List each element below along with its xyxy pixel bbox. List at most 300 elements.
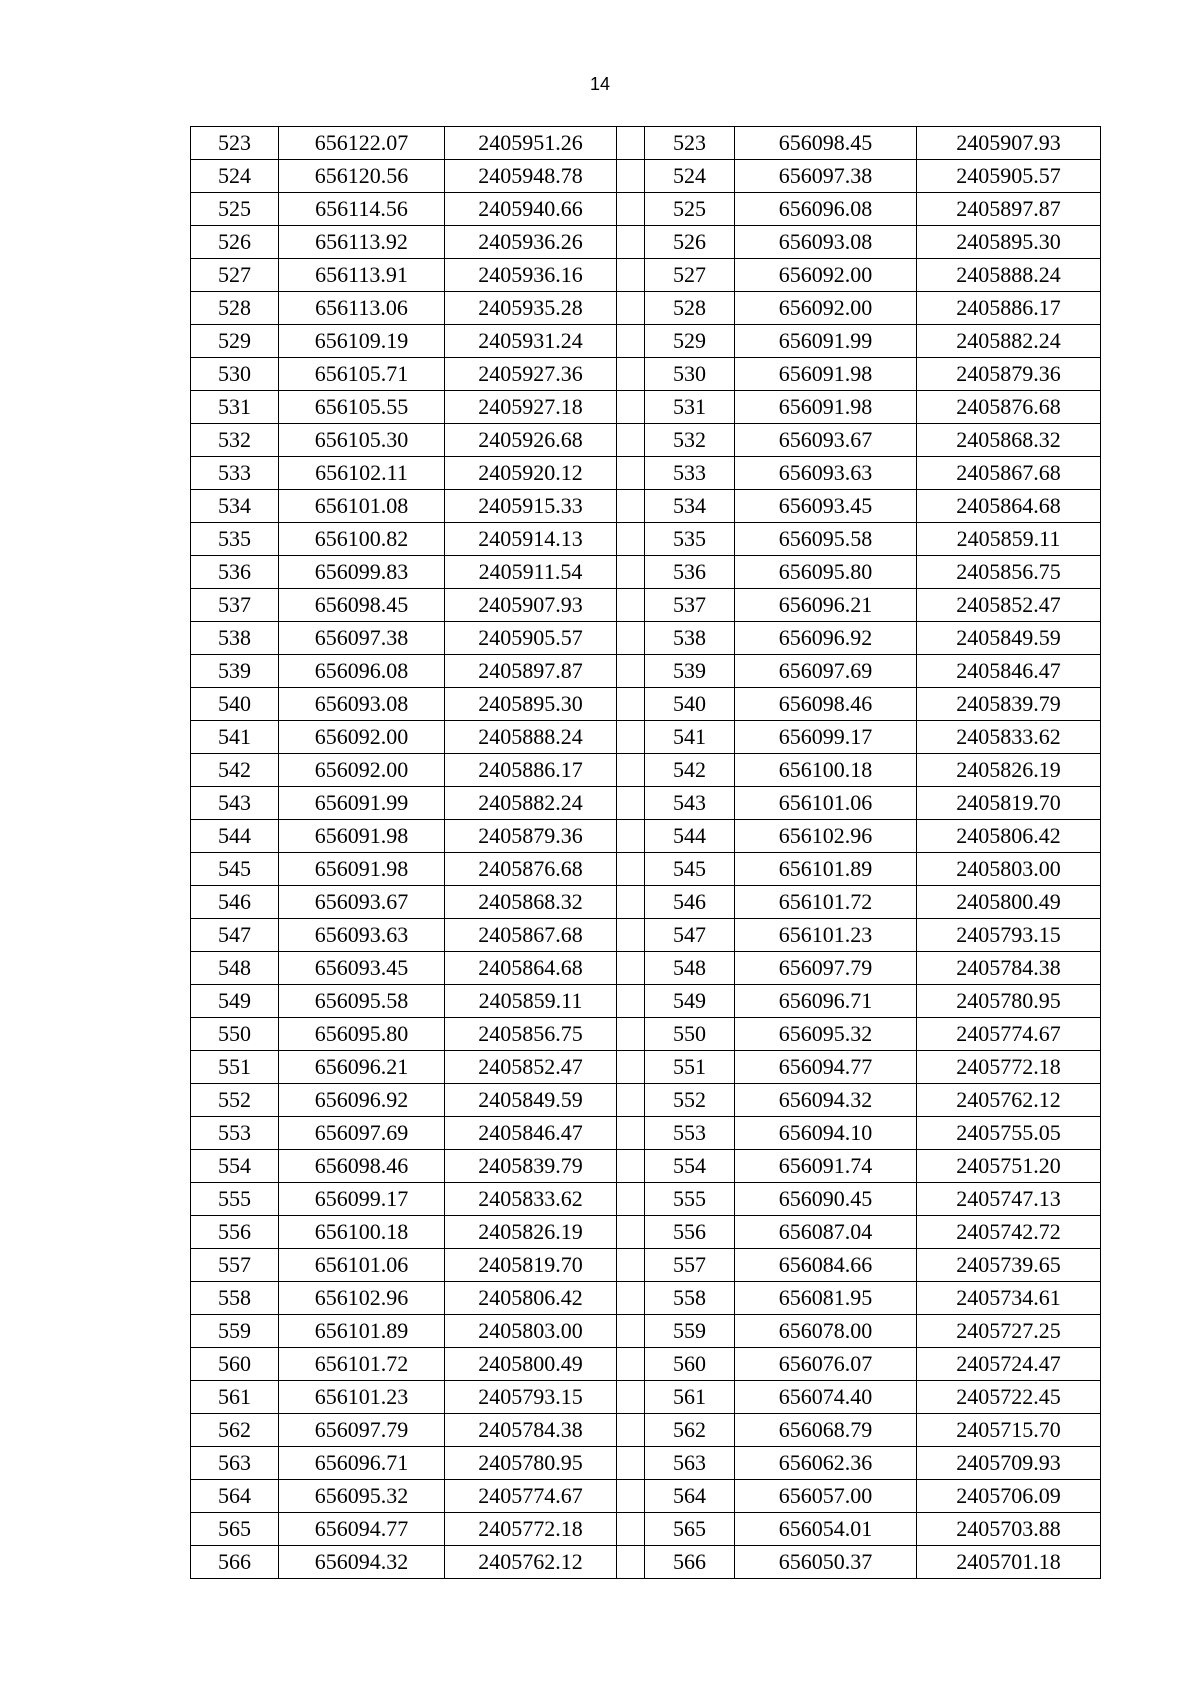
table-row xyxy=(191,325,1101,358)
left-y-coordinate: 2405905.57 xyxy=(445,622,617,655)
table-row xyxy=(191,820,1101,853)
right-x-coordinate: 656093.45 xyxy=(735,490,917,523)
right-point-id: 534 xyxy=(645,490,735,523)
right-y-coordinate: 2405806.42 xyxy=(917,820,1101,853)
separator-cell xyxy=(617,523,645,556)
right-point-id: 554 xyxy=(645,1150,735,1183)
table-row xyxy=(191,1084,1101,1117)
right-point-id: 551 xyxy=(645,1051,735,1084)
left-y-coordinate: 2405882.24 xyxy=(445,787,617,820)
table-row xyxy=(191,226,1101,259)
left-point-id: 555 xyxy=(191,1183,279,1216)
table-row xyxy=(191,1183,1101,1216)
left-point-id: 523 xyxy=(191,127,279,160)
table-row xyxy=(191,688,1101,721)
right-point-id: 529 xyxy=(645,325,735,358)
separator-cell xyxy=(617,1249,645,1282)
left-x-coordinate: 656113.91 xyxy=(279,259,445,292)
table-row xyxy=(191,259,1101,292)
right-x-coordinate: 656102.96 xyxy=(735,820,917,853)
right-x-coordinate: 656101.89 xyxy=(735,853,917,886)
left-x-coordinate: 656101.72 xyxy=(279,1348,445,1381)
left-point-id: 528 xyxy=(191,292,279,325)
right-x-coordinate: 656098.45 xyxy=(735,127,917,160)
separator-cell xyxy=(617,1480,645,1513)
separator-cell xyxy=(617,820,645,853)
right-x-coordinate: 656091.99 xyxy=(735,325,917,358)
right-x-coordinate: 656097.69 xyxy=(735,655,917,688)
right-point-id: 542 xyxy=(645,754,735,787)
right-x-coordinate: 656078.00 xyxy=(735,1315,917,1348)
left-x-coordinate: 656101.06 xyxy=(279,1249,445,1282)
left-point-id: 544 xyxy=(191,820,279,853)
right-x-coordinate: 656062.36 xyxy=(735,1447,917,1480)
left-x-coordinate: 656105.71 xyxy=(279,358,445,391)
left-x-coordinate: 656096.92 xyxy=(279,1084,445,1117)
table-row xyxy=(191,721,1101,754)
right-y-coordinate: 2405907.93 xyxy=(917,127,1101,160)
right-y-coordinate: 2405819.70 xyxy=(917,787,1101,820)
table-row xyxy=(191,1546,1101,1579)
right-point-id: 550 xyxy=(645,1018,735,1051)
table-row xyxy=(191,160,1101,193)
separator-cell xyxy=(617,1414,645,1447)
table-row xyxy=(191,193,1101,226)
right-point-id: 563 xyxy=(645,1447,735,1480)
left-y-coordinate: 2405849.59 xyxy=(445,1084,617,1117)
right-x-coordinate: 656101.06 xyxy=(735,787,917,820)
left-y-coordinate: 2405886.17 xyxy=(445,754,617,787)
separator-cell xyxy=(617,556,645,589)
table-row xyxy=(191,1117,1101,1150)
right-point-id: 565 xyxy=(645,1513,735,1546)
right-y-coordinate: 2405747.13 xyxy=(917,1183,1101,1216)
right-y-coordinate: 2405703.88 xyxy=(917,1513,1101,1546)
left-point-id: 546 xyxy=(191,886,279,919)
right-y-coordinate: 2405780.95 xyxy=(917,985,1101,1018)
left-x-coordinate: 656094.32 xyxy=(279,1546,445,1579)
left-x-coordinate: 656122.07 xyxy=(279,127,445,160)
right-point-id: 556 xyxy=(645,1216,735,1249)
right-y-coordinate: 2405876.68 xyxy=(917,391,1101,424)
right-y-coordinate: 2405706.09 xyxy=(917,1480,1101,1513)
table-row xyxy=(191,1348,1101,1381)
left-point-id: 527 xyxy=(191,259,279,292)
right-point-id: 545 xyxy=(645,853,735,886)
left-x-coordinate: 656096.21 xyxy=(279,1051,445,1084)
right-y-coordinate: 2405833.62 xyxy=(917,721,1101,754)
separator-cell xyxy=(617,919,645,952)
left-y-coordinate: 2405895.30 xyxy=(445,688,617,721)
right-point-id: 528 xyxy=(645,292,735,325)
table-row xyxy=(191,985,1101,1018)
left-point-id: 526 xyxy=(191,226,279,259)
right-x-coordinate: 656091.98 xyxy=(735,358,917,391)
right-point-id: 546 xyxy=(645,886,735,919)
right-y-coordinate: 2405774.67 xyxy=(917,1018,1101,1051)
table-row xyxy=(191,952,1101,985)
table-row xyxy=(191,457,1101,490)
left-x-coordinate: 656091.98 xyxy=(279,820,445,853)
table-row xyxy=(191,1282,1101,1315)
right-y-coordinate: 2405709.93 xyxy=(917,1447,1101,1480)
right-x-coordinate: 656074.40 xyxy=(735,1381,917,1414)
left-point-id: 535 xyxy=(191,523,279,556)
left-point-id: 532 xyxy=(191,424,279,457)
left-y-coordinate: 2405914.13 xyxy=(445,523,617,556)
left-y-coordinate: 2405793.15 xyxy=(445,1381,617,1414)
left-y-coordinate: 2405762.12 xyxy=(445,1546,617,1579)
left-x-coordinate: 656095.80 xyxy=(279,1018,445,1051)
right-point-id: 538 xyxy=(645,622,735,655)
left-point-id: 548 xyxy=(191,952,279,985)
right-y-coordinate: 2405882.24 xyxy=(917,325,1101,358)
separator-cell xyxy=(617,853,645,886)
left-y-coordinate: 2405859.11 xyxy=(445,985,617,1018)
right-x-coordinate: 656097.38 xyxy=(735,160,917,193)
table-row xyxy=(191,1414,1101,1447)
right-x-coordinate: 656050.37 xyxy=(735,1546,917,1579)
right-x-coordinate: 656092.00 xyxy=(735,292,917,325)
right-y-coordinate: 2405864.68 xyxy=(917,490,1101,523)
separator-cell xyxy=(617,655,645,688)
left-x-coordinate: 656094.77 xyxy=(279,1513,445,1546)
right-point-id: 527 xyxy=(645,259,735,292)
right-y-coordinate: 2405852.47 xyxy=(917,589,1101,622)
left-y-coordinate: 2405780.95 xyxy=(445,1447,617,1480)
right-y-coordinate: 2405715.70 xyxy=(917,1414,1101,1447)
left-x-coordinate: 656093.08 xyxy=(279,688,445,721)
separator-cell xyxy=(617,226,645,259)
right-x-coordinate: 656091.74 xyxy=(735,1150,917,1183)
left-y-coordinate: 2405819.70 xyxy=(445,1249,617,1282)
right-y-coordinate: 2405751.20 xyxy=(917,1150,1101,1183)
right-point-id: 524 xyxy=(645,160,735,193)
left-point-id: 541 xyxy=(191,721,279,754)
separator-cell xyxy=(617,259,645,292)
left-point-id: 560 xyxy=(191,1348,279,1381)
separator-cell xyxy=(617,1546,645,1579)
right-point-id: 533 xyxy=(645,457,735,490)
right-point-id: 530 xyxy=(645,358,735,391)
left-y-coordinate: 2405931.24 xyxy=(445,325,617,358)
left-x-coordinate: 656105.55 xyxy=(279,391,445,424)
right-point-id: 540 xyxy=(645,688,735,721)
left-x-coordinate: 656092.00 xyxy=(279,721,445,754)
left-x-coordinate: 656100.82 xyxy=(279,523,445,556)
right-y-coordinate: 2405886.17 xyxy=(917,292,1101,325)
left-y-coordinate: 2405772.18 xyxy=(445,1513,617,1546)
left-point-id: 556 xyxy=(191,1216,279,1249)
left-point-id: 564 xyxy=(191,1480,279,1513)
separator-cell xyxy=(617,1150,645,1183)
right-point-id: 525 xyxy=(645,193,735,226)
separator-cell xyxy=(617,1117,645,1150)
left-y-coordinate: 2405774.67 xyxy=(445,1480,617,1513)
right-x-coordinate: 656096.71 xyxy=(735,985,917,1018)
left-y-coordinate: 2405920.12 xyxy=(445,457,617,490)
right-x-coordinate: 656090.45 xyxy=(735,1183,917,1216)
right-x-coordinate: 656057.00 xyxy=(735,1480,917,1513)
right-y-coordinate: 2405849.59 xyxy=(917,622,1101,655)
left-y-coordinate: 2405856.75 xyxy=(445,1018,617,1051)
separator-cell xyxy=(617,688,645,721)
right-point-id: 555 xyxy=(645,1183,735,1216)
left-point-id: 550 xyxy=(191,1018,279,1051)
table-row xyxy=(191,556,1101,589)
left-x-coordinate: 656096.71 xyxy=(279,1447,445,1480)
right-point-id: 541 xyxy=(645,721,735,754)
right-x-coordinate: 656076.07 xyxy=(735,1348,917,1381)
separator-cell xyxy=(617,1018,645,1051)
right-point-id: 543 xyxy=(645,787,735,820)
right-x-coordinate: 656095.58 xyxy=(735,523,917,556)
right-x-coordinate: 656084.66 xyxy=(735,1249,917,1282)
right-point-id: 548 xyxy=(645,952,735,985)
table-row xyxy=(191,853,1101,886)
table-row xyxy=(191,589,1101,622)
left-point-id: 557 xyxy=(191,1249,279,1282)
right-point-id: 566 xyxy=(645,1546,735,1579)
separator-cell xyxy=(617,754,645,787)
right-y-coordinate: 2405868.32 xyxy=(917,424,1101,457)
right-x-coordinate: 656094.10 xyxy=(735,1117,917,1150)
separator-cell xyxy=(617,787,645,820)
left-y-coordinate: 2405888.24 xyxy=(445,721,617,754)
left-point-id: 562 xyxy=(191,1414,279,1447)
left-y-coordinate: 2405897.87 xyxy=(445,655,617,688)
right-point-id: 539 xyxy=(645,655,735,688)
right-point-id: 544 xyxy=(645,820,735,853)
left-x-coordinate: 656101.08 xyxy=(279,490,445,523)
right-point-id: 558 xyxy=(645,1282,735,1315)
right-y-coordinate: 2405879.36 xyxy=(917,358,1101,391)
left-point-id: 566 xyxy=(191,1546,279,1579)
right-y-coordinate: 2405722.45 xyxy=(917,1381,1101,1414)
separator-cell xyxy=(617,1216,645,1249)
right-y-coordinate: 2405803.00 xyxy=(917,853,1101,886)
left-y-coordinate: 2405784.38 xyxy=(445,1414,617,1447)
right-y-coordinate: 2405755.05 xyxy=(917,1117,1101,1150)
separator-cell xyxy=(617,886,645,919)
separator-cell xyxy=(617,985,645,1018)
left-point-id: 552 xyxy=(191,1084,279,1117)
right-x-coordinate: 656095.32 xyxy=(735,1018,917,1051)
left-point-id: 563 xyxy=(191,1447,279,1480)
left-x-coordinate: 656120.56 xyxy=(279,160,445,193)
left-point-id: 529 xyxy=(191,325,279,358)
left-y-coordinate: 2405940.66 xyxy=(445,193,617,226)
right-point-id: 549 xyxy=(645,985,735,1018)
table-row xyxy=(191,754,1101,787)
right-point-id: 564 xyxy=(645,1480,735,1513)
right-x-coordinate: 656098.46 xyxy=(735,688,917,721)
right-point-id: 561 xyxy=(645,1381,735,1414)
left-y-coordinate: 2405907.93 xyxy=(445,589,617,622)
table-row xyxy=(191,1051,1101,1084)
table-row xyxy=(191,424,1101,457)
right-y-coordinate: 2405839.79 xyxy=(917,688,1101,721)
left-point-id: 539 xyxy=(191,655,279,688)
left-point-id: 536 xyxy=(191,556,279,589)
left-point-id: 549 xyxy=(191,985,279,1018)
left-x-coordinate: 656101.89 xyxy=(279,1315,445,1348)
separator-cell xyxy=(617,1315,645,1348)
right-x-coordinate: 656097.79 xyxy=(735,952,917,985)
table-row xyxy=(191,655,1101,688)
right-x-coordinate: 656096.08 xyxy=(735,193,917,226)
separator-cell xyxy=(617,622,645,655)
left-point-id: 565 xyxy=(191,1513,279,1546)
right-x-coordinate: 656081.95 xyxy=(735,1282,917,1315)
right-y-coordinate: 2405895.30 xyxy=(917,226,1101,259)
right-x-coordinate: 656093.67 xyxy=(735,424,917,457)
left-y-coordinate: 2405846.47 xyxy=(445,1117,617,1150)
separator-cell xyxy=(617,457,645,490)
left-y-coordinate: 2405876.68 xyxy=(445,853,617,886)
left-x-coordinate: 656109.19 xyxy=(279,325,445,358)
right-y-coordinate: 2405739.65 xyxy=(917,1249,1101,1282)
left-y-coordinate: 2405926.68 xyxy=(445,424,617,457)
separator-cell xyxy=(617,1513,645,1546)
left-point-id: 533 xyxy=(191,457,279,490)
left-x-coordinate: 656114.56 xyxy=(279,193,445,226)
right-x-coordinate: 656101.72 xyxy=(735,886,917,919)
coordinates-table xyxy=(190,126,1101,1579)
right-x-coordinate: 656094.77 xyxy=(735,1051,917,1084)
right-x-coordinate: 656093.63 xyxy=(735,457,917,490)
right-y-coordinate: 2405742.72 xyxy=(917,1216,1101,1249)
right-y-coordinate: 2405826.19 xyxy=(917,754,1101,787)
right-point-id: 526 xyxy=(645,226,735,259)
table-row xyxy=(191,1381,1101,1414)
right-point-id: 562 xyxy=(645,1414,735,1447)
table-row xyxy=(191,1480,1101,1513)
left-y-coordinate: 2405826.19 xyxy=(445,1216,617,1249)
left-point-id: 547 xyxy=(191,919,279,952)
left-x-coordinate: 656093.45 xyxy=(279,952,445,985)
left-y-coordinate: 2405879.36 xyxy=(445,820,617,853)
right-x-coordinate: 656099.17 xyxy=(735,721,917,754)
table-row xyxy=(191,1447,1101,1480)
separator-cell xyxy=(617,490,645,523)
right-point-id: 557 xyxy=(645,1249,735,1282)
separator-cell xyxy=(617,952,645,985)
right-point-id: 559 xyxy=(645,1315,735,1348)
right-y-coordinate: 2405762.12 xyxy=(917,1084,1101,1117)
table-row xyxy=(191,358,1101,391)
table-row xyxy=(191,787,1101,820)
separator-cell xyxy=(617,721,645,754)
right-y-coordinate: 2405859.11 xyxy=(917,523,1101,556)
separator-cell xyxy=(617,424,645,457)
separator-cell xyxy=(617,325,645,358)
left-y-coordinate: 2405927.36 xyxy=(445,358,617,391)
left-point-id: 531 xyxy=(191,391,279,424)
table-row xyxy=(191,1315,1101,1348)
left-point-id: 525 xyxy=(191,193,279,226)
left-x-coordinate: 656102.96 xyxy=(279,1282,445,1315)
left-x-coordinate: 656100.18 xyxy=(279,1216,445,1249)
separator-cell xyxy=(617,160,645,193)
left-y-coordinate: 2405951.26 xyxy=(445,127,617,160)
table-row xyxy=(191,1513,1101,1546)
right-x-coordinate: 656091.98 xyxy=(735,391,917,424)
table-row xyxy=(191,391,1101,424)
right-x-coordinate: 656093.08 xyxy=(735,226,917,259)
right-y-coordinate: 2405897.87 xyxy=(917,193,1101,226)
right-y-coordinate: 2405734.61 xyxy=(917,1282,1101,1315)
right-x-coordinate: 656096.21 xyxy=(735,589,917,622)
separator-cell xyxy=(617,1183,645,1216)
right-y-coordinate: 2405867.68 xyxy=(917,457,1101,490)
table-row xyxy=(191,622,1101,655)
left-x-coordinate: 656101.23 xyxy=(279,1381,445,1414)
right-point-id: 552 xyxy=(645,1084,735,1117)
left-y-coordinate: 2405839.79 xyxy=(445,1150,617,1183)
table-row xyxy=(191,1150,1101,1183)
left-point-id: 524 xyxy=(191,160,279,193)
left-x-coordinate: 656096.08 xyxy=(279,655,445,688)
left-y-coordinate: 2405935.28 xyxy=(445,292,617,325)
left-x-coordinate: 656105.30 xyxy=(279,424,445,457)
table-row xyxy=(191,886,1101,919)
left-x-coordinate: 656095.58 xyxy=(279,985,445,1018)
right-y-coordinate: 2405784.38 xyxy=(917,952,1101,985)
left-point-id: 551 xyxy=(191,1051,279,1084)
separator-cell xyxy=(617,391,645,424)
separator-cell xyxy=(617,1348,645,1381)
left-x-coordinate: 656113.06 xyxy=(279,292,445,325)
left-point-id: 537 xyxy=(191,589,279,622)
right-y-coordinate: 2405846.47 xyxy=(917,655,1101,688)
left-x-coordinate: 656092.00 xyxy=(279,754,445,787)
left-y-coordinate: 2405948.78 xyxy=(445,160,617,193)
separator-cell xyxy=(617,589,645,622)
left-y-coordinate: 2405852.47 xyxy=(445,1051,617,1084)
left-x-coordinate: 656097.69 xyxy=(279,1117,445,1150)
left-point-id: 540 xyxy=(191,688,279,721)
right-point-id: 560 xyxy=(645,1348,735,1381)
left-x-coordinate: 656093.63 xyxy=(279,919,445,952)
left-y-coordinate: 2405833.62 xyxy=(445,1183,617,1216)
right-point-id: 523 xyxy=(645,127,735,160)
left-y-coordinate: 2405911.54 xyxy=(445,556,617,589)
table-row xyxy=(191,1249,1101,1282)
right-y-coordinate: 2405724.47 xyxy=(917,1348,1101,1381)
right-x-coordinate: 656092.00 xyxy=(735,259,917,292)
left-point-id: 561 xyxy=(191,1381,279,1414)
right-y-coordinate: 2405727.25 xyxy=(917,1315,1101,1348)
left-point-id: 543 xyxy=(191,787,279,820)
left-x-coordinate: 656093.67 xyxy=(279,886,445,919)
left-y-coordinate: 2405927.18 xyxy=(445,391,617,424)
left-y-coordinate: 2405806.42 xyxy=(445,1282,617,1315)
left-x-coordinate: 656098.45 xyxy=(279,589,445,622)
left-point-id: 554 xyxy=(191,1150,279,1183)
table-row xyxy=(191,1216,1101,1249)
left-y-coordinate: 2405936.26 xyxy=(445,226,617,259)
table-row xyxy=(191,1018,1101,1051)
separator-cell xyxy=(617,292,645,325)
left-x-coordinate: 656102.11 xyxy=(279,457,445,490)
left-y-coordinate: 2405864.68 xyxy=(445,952,617,985)
right-point-id: 553 xyxy=(645,1117,735,1150)
right-x-coordinate: 656094.32 xyxy=(735,1084,917,1117)
table-row xyxy=(191,523,1101,556)
separator-cell xyxy=(617,1282,645,1315)
left-x-coordinate: 656098.46 xyxy=(279,1150,445,1183)
